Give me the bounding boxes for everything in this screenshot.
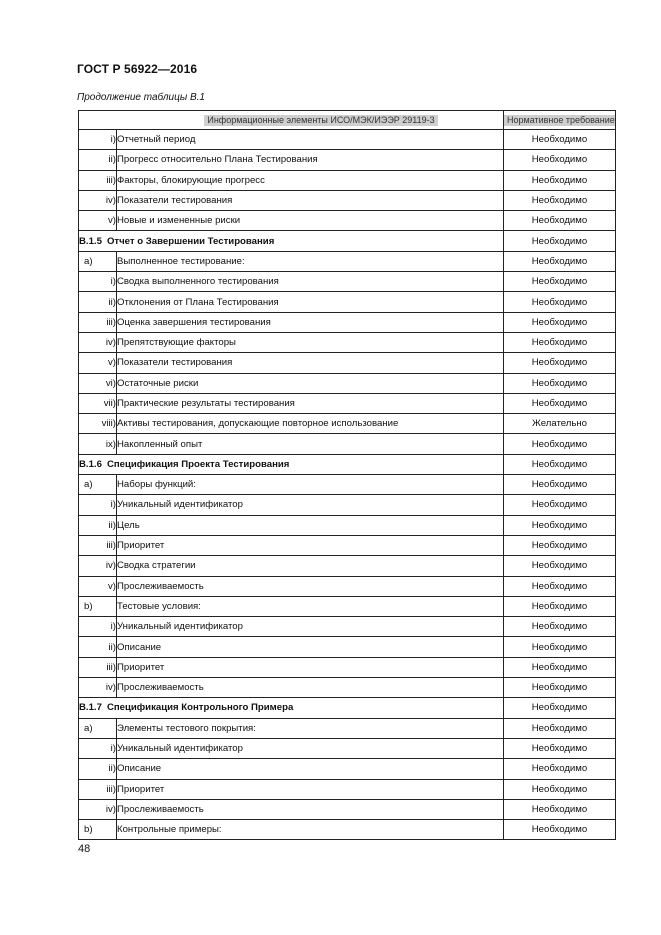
element-name-cell: Прослеживаемость bbox=[117, 799, 504, 819]
item-number-cell: b) bbox=[79, 596, 117, 616]
item-number-cell: iii) bbox=[79, 312, 117, 332]
table-row bbox=[79, 596, 616, 616]
element-name-cell: Прогресс относительно Плана Тестирования bbox=[117, 150, 504, 170]
element-name-cell: Показатели тестирования bbox=[117, 353, 504, 373]
element-name-cell: Приоритет bbox=[117, 535, 504, 555]
table-row bbox=[79, 495, 616, 515]
element-name-cell: Наборы функций: bbox=[117, 475, 504, 495]
table-row bbox=[79, 759, 616, 779]
requirement-cell: Необходимо bbox=[504, 799, 616, 819]
table-row bbox=[79, 373, 616, 393]
requirement-cell: Необходимо bbox=[504, 454, 616, 474]
column-header-requirement-label: Нормативное требование bbox=[504, 115, 616, 126]
item-number-cell: a) bbox=[79, 718, 117, 738]
element-name-cell: Препятствующие факторы bbox=[117, 332, 504, 352]
section-title: Спецификация Контрольного Примера bbox=[106, 702, 294, 714]
requirement-cell: Необходимо bbox=[504, 353, 616, 373]
requirement-cell: Необходимо bbox=[504, 637, 616, 657]
item-number-cell: viii) bbox=[79, 414, 117, 434]
item-number-cell: iv) bbox=[79, 556, 117, 576]
requirement-cell: Необходимо bbox=[504, 150, 616, 170]
page-number: 48 bbox=[78, 843, 91, 855]
item-number-cell: a) bbox=[79, 251, 117, 271]
item-number-cell: ii) bbox=[79, 759, 117, 779]
element-name-cell: Описание bbox=[117, 637, 504, 657]
item-number-cell: ix) bbox=[79, 434, 117, 454]
element-name-cell: Уникальный идентификатор bbox=[117, 738, 504, 758]
table-row bbox=[79, 698, 616, 718]
element-name-cell: Практические результаты тестирования bbox=[117, 393, 504, 413]
element-name-cell: Прослеживаемость bbox=[117, 678, 504, 698]
item-number-cell: iii) bbox=[79, 657, 117, 677]
requirement-cell: Необходимо bbox=[504, 759, 616, 779]
table-row bbox=[79, 779, 616, 799]
table-row bbox=[79, 637, 616, 657]
requirement-cell: Необходимо bbox=[504, 779, 616, 799]
element-name-cell: Приоритет bbox=[117, 779, 504, 799]
requirement-cell: Необходимо bbox=[504, 211, 616, 231]
requirement-cell: Необходимо bbox=[504, 434, 616, 454]
requirement-cell: Необходимо bbox=[504, 738, 616, 758]
requirement-cell: Необходимо bbox=[504, 170, 616, 190]
item-number-cell: iii) bbox=[79, 170, 117, 190]
table-row bbox=[79, 535, 616, 555]
requirement-cell: Необходимо bbox=[504, 495, 616, 515]
requirement-cell: Необходимо bbox=[504, 272, 616, 292]
item-number-cell: ii) bbox=[79, 292, 117, 312]
table-row bbox=[79, 434, 616, 454]
table-row bbox=[79, 657, 616, 677]
table-row bbox=[79, 393, 616, 413]
table-row bbox=[79, 292, 616, 312]
element-name-cell: Уникальный идентификатор bbox=[117, 617, 504, 637]
table-row bbox=[79, 211, 616, 231]
requirement-cell: Необходимо bbox=[504, 190, 616, 210]
item-number-cell: iv) bbox=[79, 799, 117, 819]
requirement-cell: Необходимо bbox=[504, 292, 616, 312]
table-caption: Продолжение таблицы В.1 bbox=[77, 92, 205, 103]
element-name-cell: Цель bbox=[117, 515, 504, 535]
item-number-cell: v) bbox=[79, 576, 117, 596]
table-row bbox=[79, 414, 616, 434]
item-number-cell: i) bbox=[79, 617, 117, 637]
element-name-cell: Оценка завершения тестирования bbox=[117, 312, 504, 332]
element-name-cell: Остаточные риски bbox=[117, 373, 504, 393]
table-row bbox=[79, 576, 616, 596]
table-row bbox=[79, 190, 616, 210]
element-name-cell: Описание bbox=[117, 759, 504, 779]
element-name-cell: Тестовые условия: bbox=[117, 596, 504, 616]
requirement-cell: Необходимо bbox=[504, 231, 616, 251]
item-number-cell: v) bbox=[79, 211, 117, 231]
document-code: ГОСТ Р 56922—2016 bbox=[77, 62, 198, 76]
table-row bbox=[79, 799, 616, 819]
element-name-cell: Сводка стратегии bbox=[117, 556, 504, 576]
item-number-cell: vi) bbox=[79, 373, 117, 393]
item-number-cell: vii) bbox=[79, 393, 117, 413]
element-name-cell: Прослеживаемость bbox=[117, 576, 504, 596]
column-header-elements-label: Информационные элементы ИСО/МЭК/ИЭЭР 29119-3 bbox=[204, 115, 437, 126]
table-row bbox=[79, 353, 616, 373]
element-name-cell: Отчетный период bbox=[117, 130, 504, 150]
table-row bbox=[79, 231, 616, 251]
table-row bbox=[79, 170, 616, 190]
table-row bbox=[79, 820, 616, 840]
requirement-cell: Необходимо bbox=[504, 576, 616, 596]
item-number-cell: ii) bbox=[79, 515, 117, 535]
element-name-cell: Приоритет bbox=[117, 657, 504, 677]
table-header-row bbox=[79, 111, 616, 130]
requirement-cell: Необходимо bbox=[504, 393, 616, 413]
element-name-cell: Накопленный опыт bbox=[117, 434, 504, 454]
item-number-cell: b) bbox=[79, 820, 117, 840]
table-row bbox=[79, 150, 616, 170]
item-number-cell: ii) bbox=[79, 150, 117, 170]
table-row bbox=[79, 251, 616, 271]
requirement-cell: Необходимо bbox=[504, 515, 616, 535]
requirement-cell: Необходимо bbox=[504, 698, 616, 718]
table-row bbox=[79, 556, 616, 576]
item-number-cell: iv) bbox=[79, 332, 117, 352]
table-row bbox=[79, 738, 616, 758]
requirement-cell: Необходимо bbox=[504, 535, 616, 555]
requirements-table bbox=[78, 110, 616, 840]
table-row bbox=[79, 454, 616, 474]
column-header-requirement bbox=[504, 111, 616, 130]
section-number: В.1.5 bbox=[79, 235, 102, 247]
item-number-cell: ii) bbox=[79, 637, 117, 657]
element-name-cell: Сводка выполненного тестирования bbox=[117, 272, 504, 292]
element-name-cell: Факторы, блокирующие прогресс bbox=[117, 170, 504, 190]
requirement-cell: Необходимо bbox=[504, 820, 616, 840]
item-number-cell: iii) bbox=[79, 535, 117, 555]
element-name-cell: Показатели тестирования bbox=[117, 190, 504, 210]
item-number-cell: i) bbox=[79, 738, 117, 758]
table-row bbox=[79, 678, 616, 698]
requirement-cell: Необходимо bbox=[504, 718, 616, 738]
table-row bbox=[79, 130, 616, 150]
table-row bbox=[79, 272, 616, 292]
section-heading-cell bbox=[79, 454, 504, 474]
section-heading-cell bbox=[79, 698, 504, 718]
section-title: Спецификация Проекта Тестирования bbox=[106, 458, 290, 470]
table-row bbox=[79, 617, 616, 637]
element-name-cell: Уникальный идентификатор bbox=[117, 495, 504, 515]
item-number-cell: iv) bbox=[79, 678, 117, 698]
element-name-cell: Активы тестирования, допускающие повторное использование bbox=[117, 414, 504, 434]
requirement-cell: Необходимо bbox=[504, 251, 616, 271]
item-number-cell: iv) bbox=[79, 190, 117, 210]
requirement-cell: Необходимо bbox=[504, 332, 616, 352]
requirement-cell: Необходимо bbox=[504, 312, 616, 332]
requirement-cell: Необходимо bbox=[504, 556, 616, 576]
section-heading-cell bbox=[79, 231, 504, 251]
table-row bbox=[79, 312, 616, 332]
section-number: В.1.7 bbox=[79, 702, 102, 714]
table-row bbox=[79, 718, 616, 738]
table-row bbox=[79, 475, 616, 495]
table-body bbox=[79, 130, 616, 840]
requirement-cell: Необходимо bbox=[504, 596, 616, 616]
item-number-cell: i) bbox=[79, 495, 117, 515]
requirement-cell: Необходимо bbox=[504, 373, 616, 393]
table-row bbox=[79, 515, 616, 535]
element-name-cell: Отклонения от Плана Тестирования bbox=[117, 292, 504, 312]
element-name-cell: Элементы тестового покрытия: bbox=[117, 718, 504, 738]
item-number-cell: iii) bbox=[79, 779, 117, 799]
requirement-cell: Необходимо bbox=[504, 130, 616, 150]
item-number-cell: i) bbox=[79, 130, 117, 150]
requirement-cell: Необходимо bbox=[504, 617, 616, 637]
requirement-cell: Желательно bbox=[504, 414, 616, 434]
section-number: В.1.6 bbox=[79, 458, 102, 470]
element-name-cell: Новые и измененные риски bbox=[117, 211, 504, 231]
section-title: Отчет о Завершении Тестирования bbox=[106, 235, 275, 247]
requirement-cell: Необходимо bbox=[504, 657, 616, 677]
item-number-cell: a) bbox=[79, 475, 117, 495]
table-row bbox=[79, 332, 616, 352]
requirement-cell: Необходимо bbox=[504, 475, 616, 495]
item-number-cell: i) bbox=[79, 272, 117, 292]
element-name-cell: Выполненное тестирование: bbox=[117, 251, 504, 271]
element-name-cell: Контрольные примеры: bbox=[117, 820, 504, 840]
item-number-cell: v) bbox=[79, 353, 117, 373]
column-header-elements bbox=[79, 111, 504, 130]
requirement-cell: Необходимо bbox=[504, 678, 616, 698]
